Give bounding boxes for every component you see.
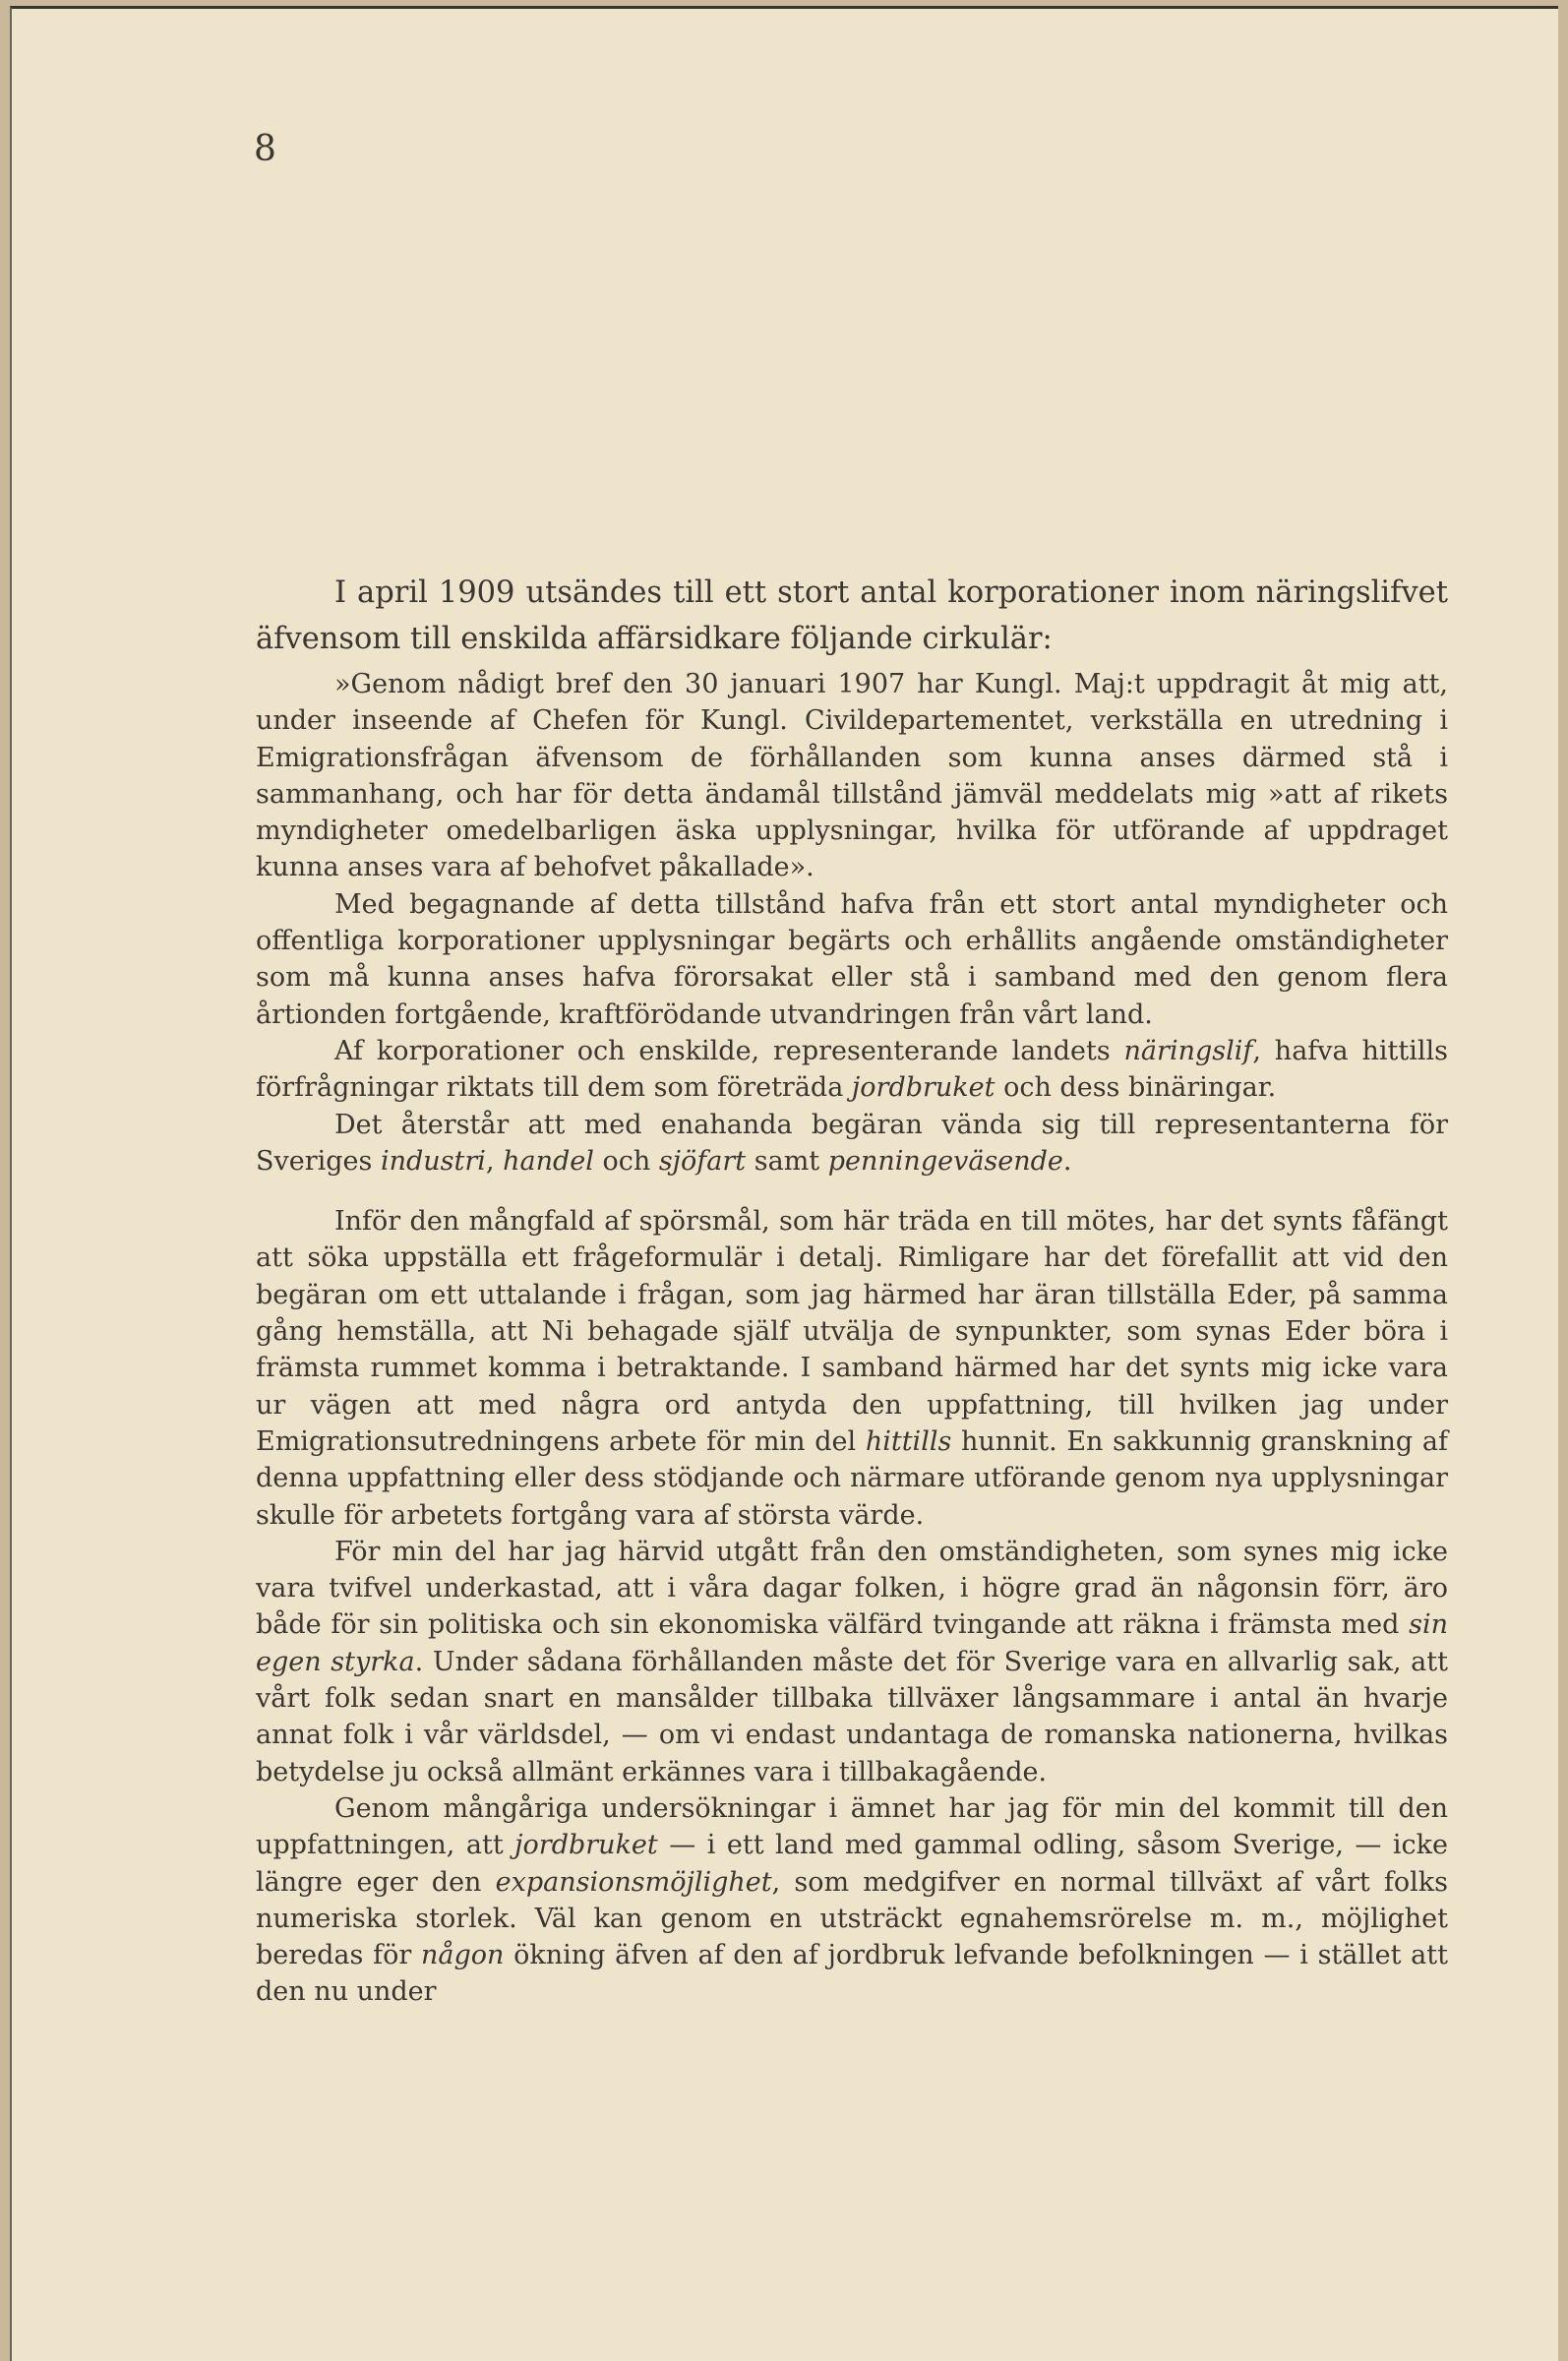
emphasis: hittills: [865, 1425, 952, 1457]
emphasis: sin egen styrka: [256, 1609, 1448, 1677]
body-text: [256, 570, 1448, 2011]
circular-paragraph-5: Inför den mångfald af spörsmål, som här träda en till mötes, har det synts fåfängt att söka uppställa ett frågeformulär i detalj. Rimligare har det förefallit att vid den begäran om ett uttalande i frågan, som jag härmed har äran tillställa Eder, på samma gång hemställa, att Ni behagade själf utvälja de synpunkter, som synas Eder böra i främsta rummet komma i betraktande. I samband härmed har det synts mig icke vara ur vägen att med några ord antyda den uppfattning, till hvilken jag under Emigrationsutredningens arbete för min del hittills hunnit. En sakkunnig granskning af denna uppfattning eller dess stödjande och närmare utförande genom nya upplysningar skulle för arbetets fortgång vara af största värde.: [256, 1206, 1448, 1531]
circular-paragraph-4: Det återstår att med enahanda begäran vända sig till representanterna för Sveriges industri, handel och sjöfart samt penningeväsende.: [256, 1109, 1448, 1177]
circular-paragraph-7: Genom mångåriga undersökningar i ämnet har jag för min del kommit till den uppfattningen, att jordbruket — i ett land med gammal odling, såsom Sverige, — icke längre eger den expansionsmöjlighet, som medgifver en normal tillväxt af vårt folks numeriska storlek. Väl kan genom en utsträckt egnahemsrörelse m. m., möjlighet beredas för någon ökning äfven af den af jordbruk lefvande befolkningen — i stället att den nu under: [256, 1792, 1449, 2008]
document-page: [10, 6, 1558, 2361]
page-number: 8: [254, 129, 276, 169]
emphasis: jordbruket: [514, 1830, 658, 1861]
emphasis: industri: [380, 1145, 486, 1177]
emphasis: sjöfart: [658, 1145, 747, 1177]
emphasis: någon: [420, 1940, 505, 1971]
circular-paragraph-2: Med begagnande af detta tillstånd hafva från ett stort antal myndigheter och offentliga korporationer upplysningar begärts och erhållits angående omständigheter som må kunna anses hafva förorsakat eller stå i samband med den genom flera årtionden fortgående, kraftförödande utvandringen från vårt land.: [256, 888, 1448, 1030]
circular-paragraph-6: För min del har jag härvid utgått från den omständigheten, som synes mig icke vara tvifvel underkastad, att i våra dagar folken, i högre grad än någonsin förr, äro både för sin politiska och sin ekonomiska välfärd tvingande att räkna i främsta med sin egen styrka. Under sådana förhållanden måste det för Sverige vara en allvarlig sak, att vårt folk sedan snart en mansålder tillbaka tillväxer långsammare i antal än hvarje annat folk i vår världsdel, — om vi endast undantaga de romanska nationerna, hvilkas betydelse ju också allmänt erkännes vara i tillbakagående.: [256, 1536, 1448, 1787]
emphasis: expansionsmöjlighet: [495, 1866, 772, 1898]
emphasis: handel: [503, 1145, 594, 1177]
emphasis: näringslif: [1123, 1035, 1253, 1066]
emphasis: penningeväsende: [827, 1145, 1063, 1177]
intro-paragraph: I april 1909 utsändes till ett stort antal korporationer inom näringslifvet äfvensom till enskilda affärsidkare följande cirkulär:: [256, 575, 1448, 656]
circular-paragraph-1: »Genom nådigt bref den 30 januari 1907 har Kungl. Maj:t uppdragit åt mig att, under inseende af Chefen för Kungl. Civildepartementet, verkställa en utredning i Emigrationsfrågan äfvensom de förhållanden som kunna anses därmed stå i sammanhang, och har för detta ändamål tillstånd jämväl meddelats mig »att af rikets myndigheter omedelbarligen äska upplysningar, hvilka för utförande af uppdraget kunna anses vara af behofvet påkallade».: [256, 669, 1448, 883]
emphasis: jordbruket: [851, 1072, 995, 1104]
circular-paragraph-3: Af korporationer och enskilde, representerande landets näringslif, hafva hittills förfrågningar riktats till dem som företräda jordbruket och dess binäringar.: [256, 1035, 1448, 1104]
